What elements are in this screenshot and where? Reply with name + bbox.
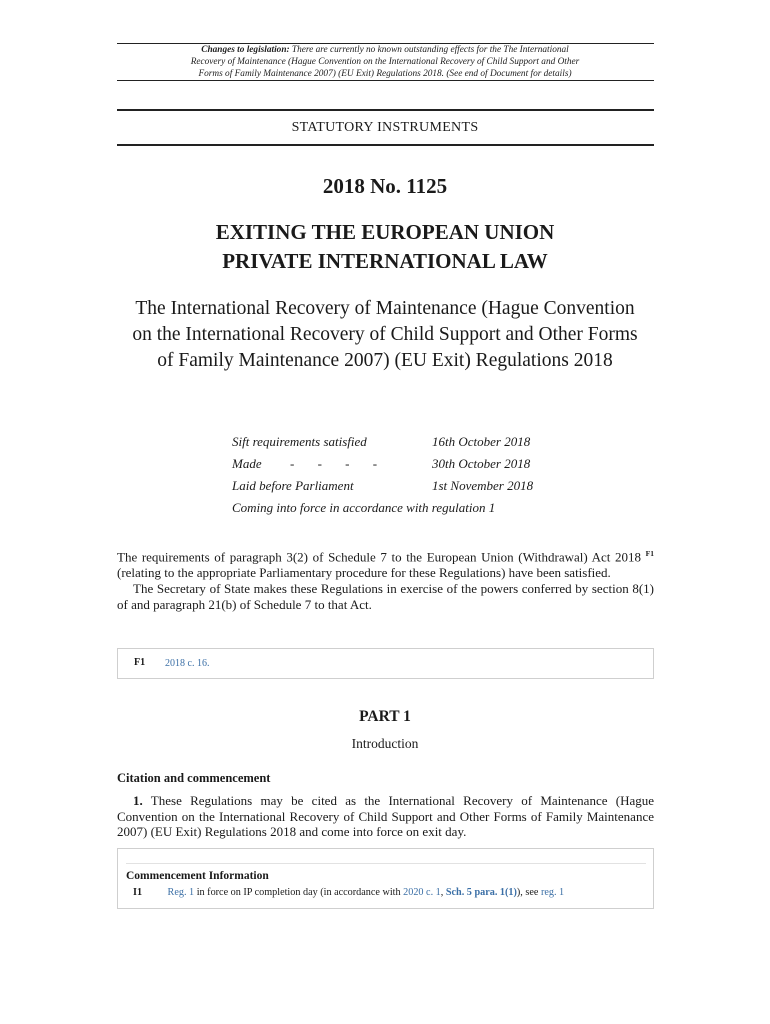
reg-link-2[interactable]: reg. 1 xyxy=(540,887,565,898)
subject-line-2: PRIVATE INTERNATIONAL LAW xyxy=(222,249,548,273)
si-top-rule xyxy=(117,109,654,111)
preamble-paragraph-2: The Secretary of State makes these Regulations in exercise of the powers conferred by section 8(1) of and paragraph 21(b) of Schedule 7 to that Act. xyxy=(117,581,654,612)
banner-text-2: Recovery of Maintenance (Hague Convention on the International Recovery of Child Support and Other xyxy=(190,57,580,67)
banner-label: Changes to legislation: xyxy=(201,45,290,55)
banner-text-3: Forms of Family Maintenance 2007) (EU Exit) Regulations 2018. (See end of Document for details) xyxy=(198,69,572,79)
commencement-row xyxy=(133,887,564,898)
changes-banner xyxy=(120,44,650,80)
regulation-title xyxy=(110,296,660,374)
commencement-top-rule xyxy=(126,863,646,864)
made-dashes: - - - - xyxy=(290,456,388,471)
act-link[interactable]: 2020 c. 1 xyxy=(403,887,441,898)
regulation-1-text: These Regulations may be cited as the International Recovery of Maintenance (Hague Convention on the International Recovery of Child Support and Other Forms of Family Maintenance 2007) (EU Exit) Regulations 2018 and come into force on exit day. xyxy=(117,793,655,839)
regulation-number: 1. xyxy=(133,793,143,808)
commencement-comma: , xyxy=(440,887,444,898)
title-line-2: on the International Recovery of Child Support and Other Forms xyxy=(132,324,638,345)
banner-bottom-rule xyxy=(117,80,654,81)
laid-label: Laid before Parliament xyxy=(232,478,354,493)
commencement-text-2: ), see xyxy=(516,887,539,898)
part-subheading: Introduction xyxy=(351,736,419,751)
footnote-key: F1 xyxy=(134,657,146,668)
made-value: 30th October 2018 xyxy=(432,456,531,471)
preamble-1-text-after: (relating to the appropriate Parliamentary procedure for these Regulations) have been satisfied. xyxy=(117,565,611,581)
schedule-link[interactable]: Sch. 5 para. 1(1) xyxy=(445,887,517,898)
laid-value: 1st November 2018 xyxy=(432,478,534,493)
footnote-ref-f1[interactable]: F1 xyxy=(645,549,654,558)
commencement-title: Commencement Information xyxy=(126,870,269,882)
preamble-paragraph-1 xyxy=(117,546,654,581)
banner-text-1: There are currently no known outstanding effects for the The International xyxy=(291,45,569,55)
reg-link[interactable]: Reg. 1 xyxy=(167,887,195,898)
made-label: Made xyxy=(232,456,262,471)
regulation-1 xyxy=(117,793,654,840)
preamble-1-text: The requirements of paragraph 3(2) of Schedule 7 to the European Union (Withdrawal) Act 2018 xyxy=(117,549,642,565)
part-heading: PART 1 xyxy=(359,708,411,725)
series-label: STATUTORY INSTRUMENTS xyxy=(291,120,479,135)
subject-line-1: EXITING THE EUROPEAN UNION xyxy=(215,220,555,244)
subject-headings xyxy=(117,218,653,276)
footnote-box xyxy=(117,648,654,679)
commencement-box xyxy=(117,848,654,909)
sift-label: Sift requirements satisfied xyxy=(232,434,367,449)
title-line-1: The International Recovery of Maintenance (Hague Convention xyxy=(135,298,635,319)
commencement-key: I1 xyxy=(133,887,143,898)
footnote-link[interactable]: 2018 c. 16. xyxy=(165,658,210,669)
commencement-text-1: in force on IP completion day (in accordance with xyxy=(196,887,401,898)
force-label: Coming into force in accordance with regulation 1 xyxy=(232,500,496,515)
si-number: 2018 No. 1125 xyxy=(322,174,448,198)
title-line-3: of Family Maintenance 2007) (EU Exit) Regulations 2018 xyxy=(157,350,613,371)
sift-value: 16th October 2018 xyxy=(432,434,531,449)
citation-heading: Citation and commencement xyxy=(117,771,271,785)
si-bottom-rule xyxy=(117,144,654,146)
